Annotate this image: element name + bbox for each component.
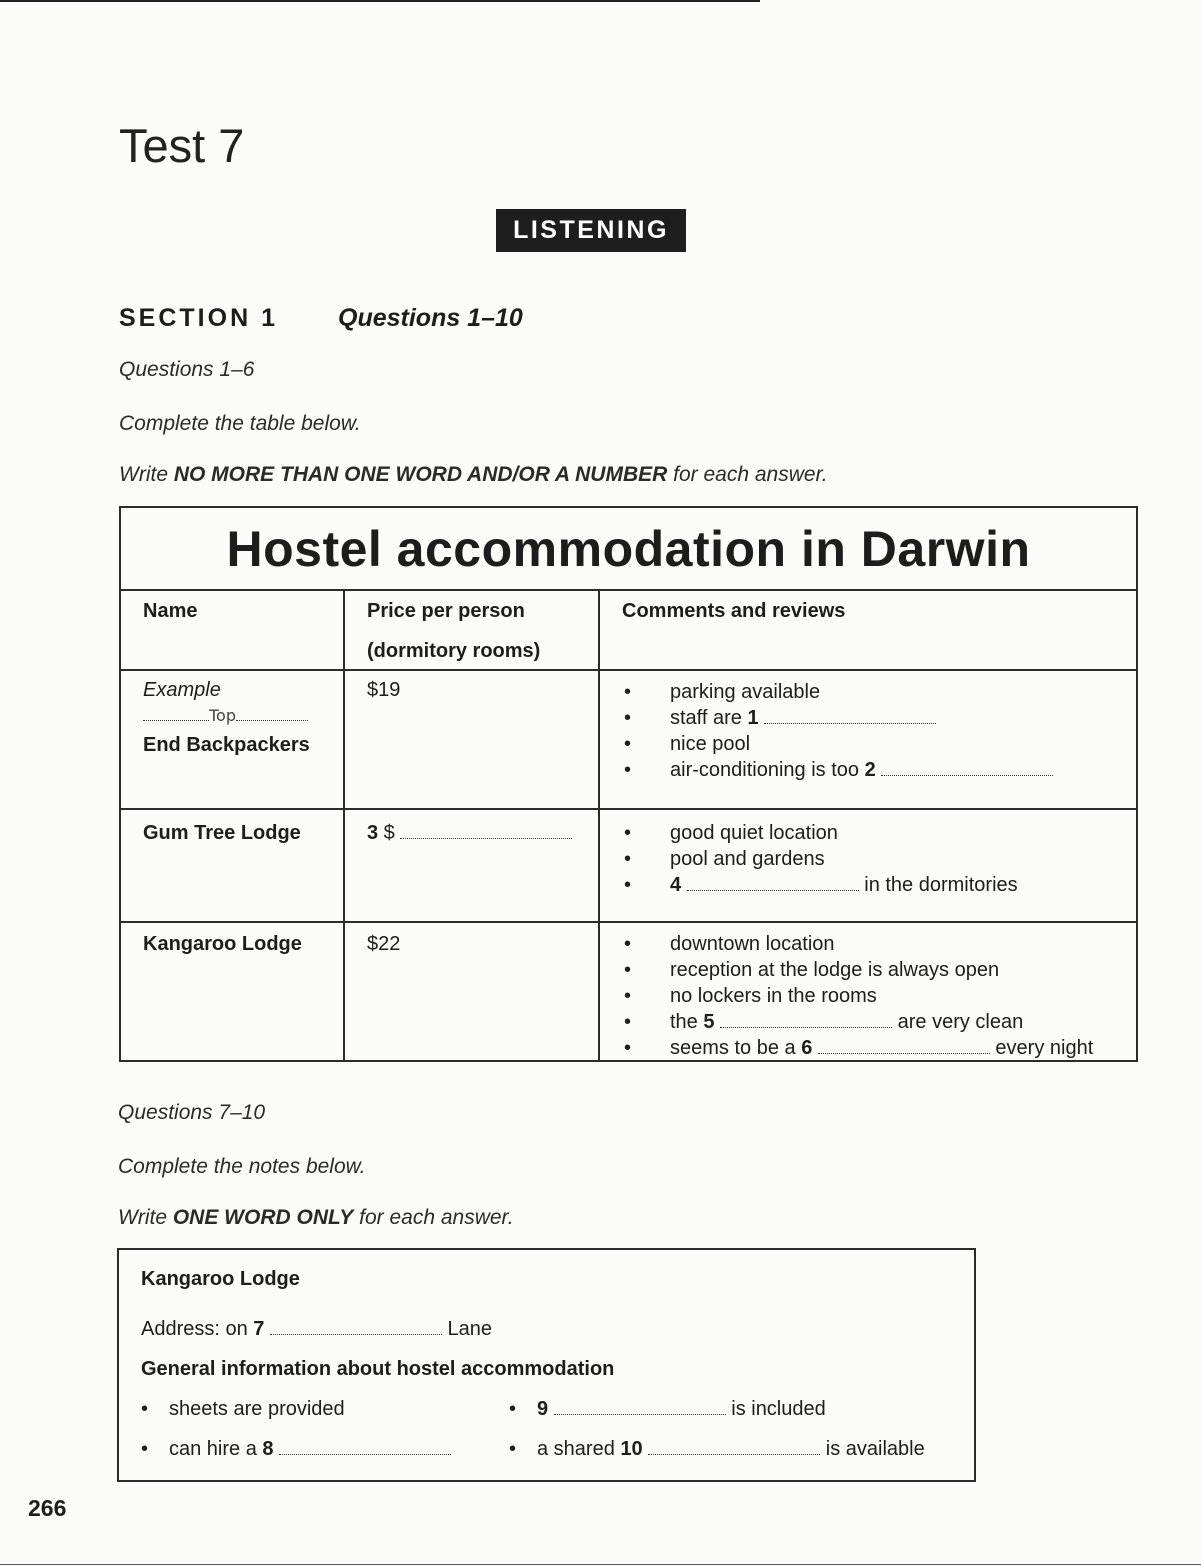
comment-item — [622, 757, 1114, 783]
hostel-name: End Backpackers — [143, 734, 310, 756]
header-comments: Comments and reviews — [622, 600, 846, 622]
question-number: 6 — [801, 1037, 813, 1059]
comments-cell — [600, 810, 1136, 921]
question-number: 10 — [620, 1438, 643, 1460]
price-cell: $22 — [345, 923, 600, 1062]
comments-list — [622, 679, 1114, 783]
comment-text: air-conditioning is too — [670, 759, 865, 781]
complete-notes-instruction: Complete the notes below. — [118, 1155, 366, 1178]
comments-list — [622, 820, 1114, 898]
test-title: Test 7 — [119, 119, 245, 172]
section-questions: Questions 1–10 — [338, 304, 523, 332]
answer-blank[interactable] — [720, 1013, 892, 1028]
answer-blank[interactable] — [270, 1320, 442, 1335]
question-number: 8 — [262, 1438, 274, 1460]
word-limit-instruction — [119, 463, 828, 487]
table-title: Hostel accommodation in Darwin — [121, 508, 1136, 591]
notes-text: a shared — [537, 1438, 621, 1460]
questions-1-6-label: Questions 1–6 — [119, 358, 255, 381]
comment-item — [622, 983, 1114, 1009]
comment-text: downtown location — [670, 933, 835, 955]
comment-item — [622, 679, 1114, 705]
answer-blank[interactable] — [818, 1039, 990, 1054]
example-label: Example — [143, 679, 221, 701]
question-number: 1 — [747, 707, 759, 729]
table-header-row — [121, 591, 1136, 671]
notes-item — [509, 1398, 826, 1421]
header-price — [345, 591, 600, 669]
comment-text: seems to be a — [670, 1037, 802, 1059]
top-rule — [0, 0, 760, 2]
comment-item — [622, 820, 1114, 846]
instruction-text: Write — [119, 463, 174, 486]
comment-text: in the dormitories — [858, 874, 1018, 896]
instruction-text: for each answer. — [667, 463, 828, 486]
handwritten-answer: Top — [209, 706, 236, 725]
word-limit-instruction-2 — [118, 1206, 514, 1230]
comment-text: no lockers in the rooms — [670, 985, 877, 1007]
comment-text: staff are — [670, 707, 748, 729]
table-row — [121, 810, 1136, 923]
instruction-text: for each answer. — [353, 1206, 514, 1229]
bullet: • — [509, 1398, 517, 1420]
comments-cell — [600, 671, 1136, 808]
table-row — [121, 923, 1136, 1062]
comment-item — [622, 872, 1114, 898]
instruction-emphasis: NO MORE THAN ONE WORD AND/OR A NUMBER — [173, 463, 668, 486]
comment-item — [622, 731, 1114, 757]
bullet: • — [141, 1398, 149, 1420]
hostel-name: Gum Tree Lodge — [121, 810, 345, 921]
header-price-line2: (dormitory rooms) — [367, 640, 541, 662]
comment-item — [622, 1009, 1114, 1035]
name-cell — [121, 671, 345, 808]
answer-blank[interactable] — [764, 709, 936, 724]
comment-text: good quiet location — [670, 822, 838, 844]
general-info-heading: General information about hostel accommodation — [141, 1358, 615, 1380]
answer-blank[interactable] — [687, 876, 859, 891]
notes-item — [141, 1398, 345, 1421]
bottom-rule — [0, 1564, 1201, 1565]
comment-text: parking available — [670, 681, 821, 703]
notes-text: can hire a — [169, 1438, 263, 1460]
price-cell — [345, 810, 600, 921]
answer-blank[interactable] — [554, 1400, 726, 1415]
answer-blank[interactable] — [279, 1440, 451, 1455]
comments-cell — [600, 923, 1136, 1062]
example-answer-line — [143, 703, 321, 728]
hostel-table — [119, 506, 1138, 1062]
comment-text: nice pool — [670, 733, 751, 755]
comment-text: pool and gardens — [670, 848, 825, 870]
section-label: SECTION 1 — [119, 304, 278, 332]
comment-text: every night — [989, 1037, 1094, 1059]
question-number: 4 — [670, 874, 682, 896]
answer-blank[interactable] — [400, 824, 572, 839]
page-number: 266 — [28, 1495, 67, 1521]
price-cell: $19 — [345, 671, 600, 808]
notes-item — [141, 1438, 451, 1461]
header-name: Name — [121, 591, 345, 669]
comment-item — [622, 705, 1114, 731]
questions-7-10-label: Questions 7–10 — [118, 1101, 266, 1124]
question-number: 3 — [367, 822, 379, 844]
comment-text: reception at the lodge is always open — [670, 959, 1000, 981]
notes-text: sheets are provided — [169, 1398, 345, 1420]
hostel-name: Kangaroo Lodge — [121, 923, 345, 1062]
table-row — [121, 671, 1136, 810]
question-number: 7 — [253, 1318, 265, 1340]
bullet: • — [509, 1438, 517, 1460]
comment-item — [622, 957, 1114, 983]
instruction-text: Write — [118, 1206, 173, 1229]
instruction-emphasis: ONE WORD ONLY — [172, 1206, 354, 1229]
notes-item — [509, 1438, 925, 1461]
comments-list — [622, 931, 1114, 1061]
listening-badge: LISTENING — [496, 209, 686, 252]
notes-heading: Kangaroo Lodge — [141, 1268, 300, 1290]
section-heading — [119, 304, 523, 333]
notes-text: is available — [820, 1438, 925, 1460]
bullet: • — [141, 1438, 149, 1460]
address-line — [141, 1318, 492, 1341]
notes-text: is included — [725, 1398, 826, 1420]
comment-item — [622, 846, 1114, 872]
answer-blank[interactable] — [648, 1440, 820, 1455]
comment-item — [622, 931, 1114, 957]
notes-text: Lane — [441, 1318, 493, 1340]
notes-box — [117, 1248, 976, 1482]
complete-table-instruction: Complete the table below. — [119, 412, 361, 435]
comment-text: are very clean — [892, 1011, 1024, 1033]
question-number: 2 — [864, 759, 876, 781]
answer-blank — [143, 706, 209, 721]
comment-item — [622, 1035, 1114, 1061]
question-number: 5 — [703, 1011, 715, 1033]
answer-blank — [236, 706, 308, 721]
comment-text: the — [670, 1011, 704, 1033]
header-price-line1: Price per person — [367, 600, 525, 622]
notes-text: Address: on — [141, 1318, 254, 1340]
answer-blank[interactable] — [881, 761, 1053, 776]
price-currency: $ — [378, 822, 395, 844]
question-number: 9 — [537, 1398, 549, 1420]
